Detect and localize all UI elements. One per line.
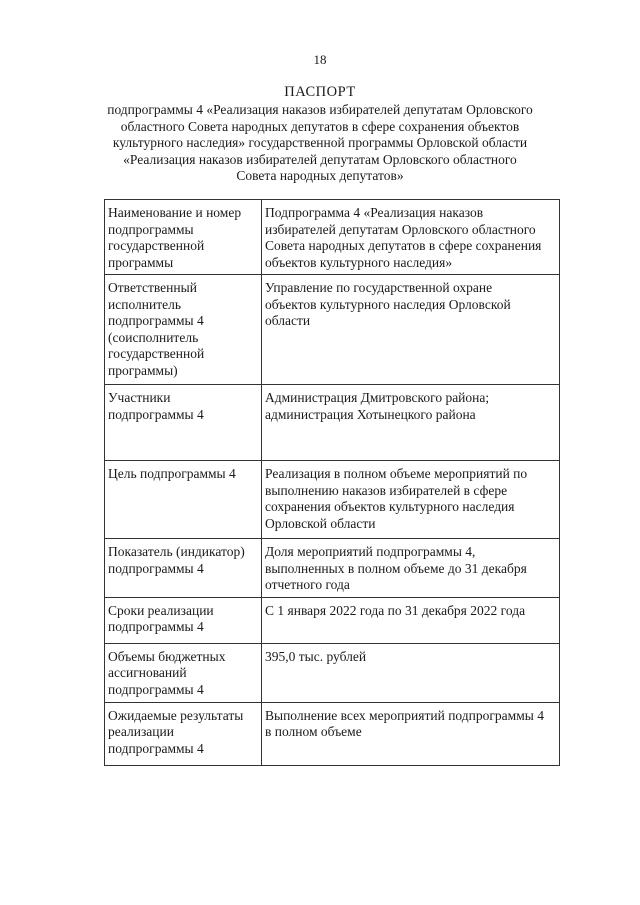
row-label-line: Ответственный [108,280,197,295]
subtitle-line: «Реализация наказов избирателей депутатам Орловского областного [123,151,517,167]
row-label-cell [105,461,262,539]
row-label-line: государственной [108,238,205,253]
row-value-cell [262,539,560,598]
row-label-cell [105,643,262,702]
row-value-cell [262,200,560,275]
subtitle-line: областного Совета народных депутатов в сфере сохранения объектов [120,118,520,134]
row-label-line: Показатель (индикатор) [108,544,245,559]
row-value-line: сохранения объектов культурного наследия [265,499,515,514]
row-value-line: 395,0 тыс. рублей [265,648,367,664]
row-value-line: объектов культурного наследия» [265,254,453,270]
table-row [105,461,560,539]
row-value-line: области [265,313,311,328]
row-value-cell [262,702,560,765]
row-label-line: подпрограммы 4 [108,406,204,422]
table-row [105,385,560,461]
row-label-line: исполнитель [108,296,181,312]
page-number: 18 [313,52,327,67]
row-label-line: подпрограммы 4 [108,681,204,697]
subtitle-line: культурного наследия» государственной программы Орловской области [112,135,528,150]
row-value-line: Выполнение всех мероприятий подпрограммы 4 [265,707,544,723]
table-row [105,643,560,702]
row-value-cell [262,597,560,643]
row-label-line: Наименование и номер [108,205,242,220]
row-label-line: подпрограммы 4 [108,740,204,756]
row-value-line: объектов культурного наследия Орловской [265,296,511,312]
row-value-line: администрация Хотынецкого района [265,406,476,422]
row-value-line: выполненных в полном объеме до 31 декабря [265,560,527,576]
row-label-line: Цель подпрограммы 4 [108,466,236,481]
row-label-cell [105,702,262,765]
table-row [105,539,560,598]
row-label-line: подпрограммы 4 [108,560,204,576]
row-label-line: программы [108,254,174,270]
row-label-line: ассигнований [108,665,187,680]
row-value-line: Администрация Дмитровского района; [265,390,490,405]
table-row [105,275,560,385]
row-value-line: Управление по государственной охране [265,280,493,295]
row-label-line: государственной [108,346,205,361]
table-row [105,597,560,643]
row-label-cell [105,200,262,275]
row-value-cell [262,385,560,461]
document-title: ПАСПОРТ [284,84,356,100]
row-value-line: Доля мероприятий подпрограммы 4, [265,544,476,559]
row-value-line: избирателей депутатам Орловского областного [265,221,536,237]
row-label-line: Ожидаемые результаты [108,707,244,723]
document-subtitle [100,102,540,185]
row-value-line: С 1 января 2022 года по 31 декабря 2022 года [265,602,526,618]
row-label-line: (соисполнитель [108,329,199,345]
subtitle-line: подпрограммы 4 «Реализация наказов избирателей депутатам Орловского [107,102,533,117]
row-value-line: Реализация в полном объеме мероприятий по [265,466,528,481]
row-label-cell [105,597,262,643]
passport-table [104,199,560,766]
row-label-cell [105,385,262,461]
row-label-line: реализации [108,724,174,739]
row-label-line: подпрограммы 4 [108,619,204,634]
passport-table-body [105,200,560,766]
row-label-line: Объемы бюджетных [108,648,226,664]
table-row [105,200,560,275]
row-value-line: выполнению наказов избирателей в сфере [265,482,508,498]
row-value-cell [262,643,560,702]
row-value-line: отчетного года [265,577,350,592]
row-label-line: подпрограммы [108,221,194,237]
row-value-line: Подпрограмма 4 «Реализация наказов [265,205,484,220]
row-value-line: в полном объеме [265,724,362,739]
row-value-line: Орловской области [265,515,376,531]
row-label-cell [105,275,262,385]
row-label-cell [105,539,262,598]
table-row [105,702,560,765]
row-label-line: программы) [108,362,178,378]
row-value-cell [262,461,560,539]
row-value-line: Совета народных депутатов в сфере сохранения [265,238,542,253]
row-label-line: Сроки реализации [108,602,214,618]
subtitle-line: Совета народных депутатов» [236,168,404,183]
row-value-cell [262,275,560,385]
row-label-line: подпрограммы 4 [108,313,204,328]
row-label-line: Участники [108,390,171,405]
